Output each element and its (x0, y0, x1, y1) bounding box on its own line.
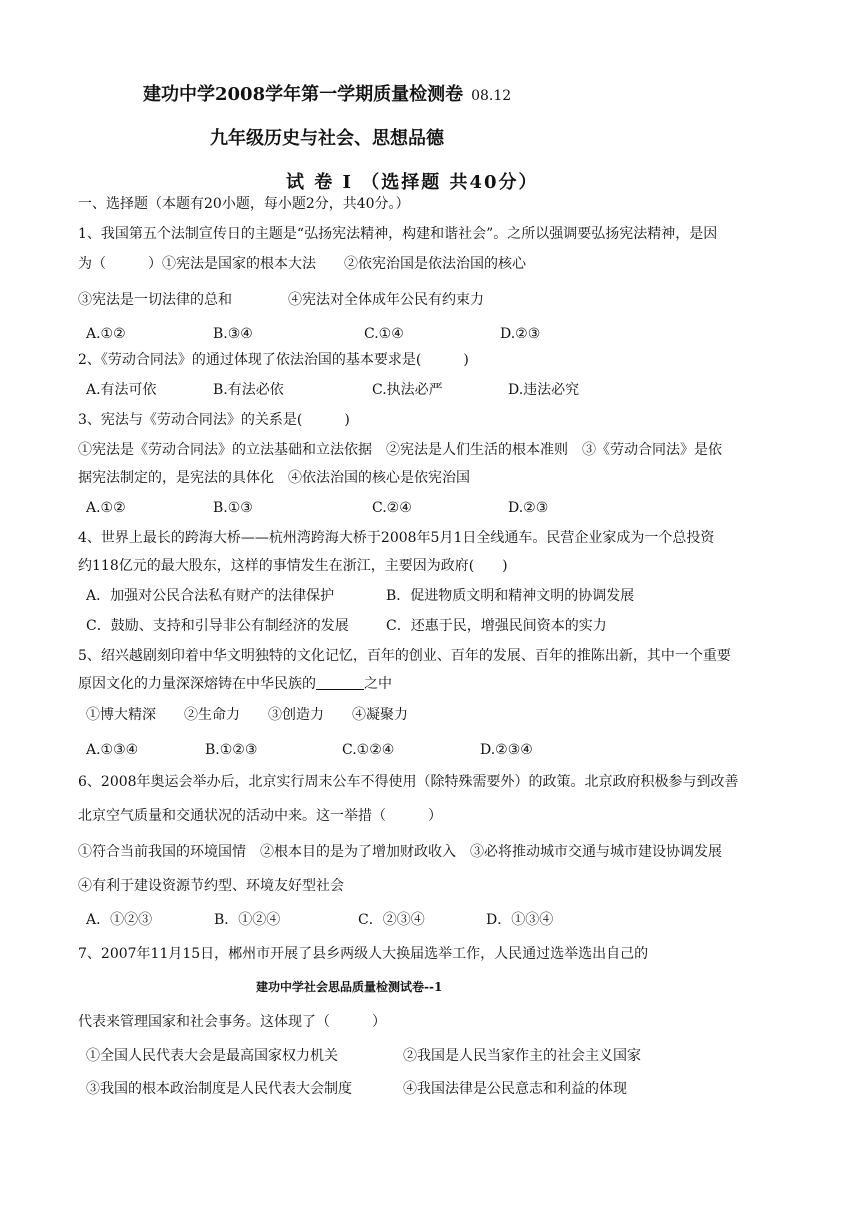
q2-option-c: C.执法必严 (372, 382, 443, 398)
q5-items: ①博大精深 ②生命力 ③创造力 ④凝聚力 (86, 707, 408, 723)
q1-stem-line-3: ③宪法是一切法律的总和 ④宪法对全体成年公民有约束力 (78, 292, 484, 308)
q7-stem-line-2: 代表来管理国家和社会事务。这体现了（ ） (78, 1014, 386, 1030)
q6-statements-line-2: ④有利于建设资源节约型、环境友好型社会 (78, 878, 344, 894)
q5-stem-line-2-before: 原因文化的力量深深熔铸在中华民族的 (78, 676, 316, 692)
q2-option-d: D.违法必究 (508, 382, 580, 398)
q5-stem-line-2-after: 之中 (364, 676, 392, 692)
q4-option-d: C．还惠于民，增强民间资本的实力 (386, 618, 607, 634)
exam-title (143, 80, 511, 106)
exam-date: 08.12 (471, 88, 512, 104)
q1-stem-line-2: 为（ ）①宪法是国家的根本大法 ②依宪治国是依法治国的核心 (78, 256, 526, 272)
q5-stem-line-1: 5、绍兴越剧刻印着中华文明独特的文化记忆，百年的创业、百年的发展、百年的推陈出新，其中一个重要 (78, 648, 731, 664)
q1-option-b: B.③④ (213, 326, 253, 342)
q6-option-d: D．①③④ (486, 912, 554, 928)
exam-title-text: 建功中学2008学年第一学期质量检测卷 (143, 84, 464, 105)
q3-option-d: D.②③ (508, 500, 549, 516)
q5-option-b: B.①②③ (205, 742, 258, 758)
q7-statement-1: ①全国人民代表大会是最高国家权力机关 (86, 1048, 338, 1064)
page-footer: 建功中学社会思品质量检测试卷--1 (256, 980, 443, 994)
q7-statement-2: ②我国是人民当家作主的社会主义国家 (403, 1048, 641, 1064)
q3-option-c: C.②④ (372, 500, 412, 516)
q3-option-b: B.①③ (213, 500, 253, 516)
q3-option-a: A.①② (86, 500, 126, 516)
section-instructions: 一、选择题（本题有20小题，每小题2分，共40分。） (78, 196, 410, 212)
q6-stem-line-1: 6、2008年奥运会举办后，北京实行周末公车不得使用（除特殊需要外）的政策。北京政府积极参与到改善 (78, 774, 739, 790)
q1-option-d: D.②③ (500, 326, 541, 342)
q7-statement-3: ③我国的根本政治制度是人民代表大会制度 (86, 1081, 352, 1097)
exam-subtitle: 九年级历史与社会、思想品德 (210, 128, 444, 149)
q2-stem: 2、《劳动合同法》的通过体现了依法治国的基本要求是( ) (78, 352, 469, 368)
q2-option-b: B.有法必依 (213, 382, 284, 398)
q4-stem-line-1: 4、世界上最长的跨海大桥——杭州湾跨海大桥于2008年5月1日全线通车。民营企业家成为一个总投资 (78, 530, 715, 546)
q5-option-a: A.①③④ (86, 742, 139, 758)
q1-stem-line-1: 1、我国第五个法制宣传日的主题是“弘扬宪法精神，构建和谐社会”。之所以强调要弘扬宪法精神，是因 (78, 226, 718, 242)
q5-option-d: D.②③④ (480, 742, 533, 758)
q5-option-c: C.①②④ (342, 742, 395, 758)
q6-option-c: C．②③④ (358, 912, 425, 928)
q6-option-a: A．①②③ (86, 912, 153, 928)
q7-stem-line-1: 7、2007年11月15日，郴州市开展了县乡两级人大换届选举工作，人民通过选举选出自己的 (78, 946, 649, 962)
q4-option-c: C．鼓励、支持和引导非公有制经济的发展 (86, 618, 349, 634)
q5-answer-blank (316, 675, 364, 690)
q4-option-b: B．促进物质文明和精神文明的协调发展 (386, 588, 635, 604)
part-heading: 试 卷 Ⅰ （选择题 共40分） (286, 172, 539, 193)
q1-option-c: C.①④ (364, 326, 404, 342)
q1-option-a: A.①② (86, 326, 126, 342)
q5-stem-line-2 (78, 674, 392, 694)
q3-stem: 3、宪法与《劳动合同法》的关系是( ) (78, 412, 350, 428)
q3-statements-line-2: 据宪法制定的，是宪法的具体化 ④依法治国的核心是依宪治国 (78, 470, 470, 486)
q6-statements-line-1: ①符合当前我国的环境国情 ②根本目的是为了增加财政收入 ③必将推动城市交通与城市建设协调发展 (78, 844, 722, 860)
q7-statement-4: ④我国法律是公民意志和利益的体现 (403, 1081, 627, 1097)
q4-option-a: A．加强对公民合法私有财产的法律保护 (86, 588, 335, 604)
q6-stem-line-2: 北京空气质量和交通状况的活动中来。这一举措（ ） (78, 808, 442, 824)
q4-stem-line-2: 约118亿元的最大股东，这样的事情发生在浙江，主要因为政府( ) (78, 558, 508, 574)
q3-statements-line-1: ①宪法是《劳动合同法》的立法基础和立法依据 ②宪法是人们生活的根本准则 ③《劳动合同法》是依 (78, 442, 722, 458)
q6-option-b: B．①②④ (214, 912, 281, 928)
q2-option-a: A.有法可依 (86, 382, 157, 398)
